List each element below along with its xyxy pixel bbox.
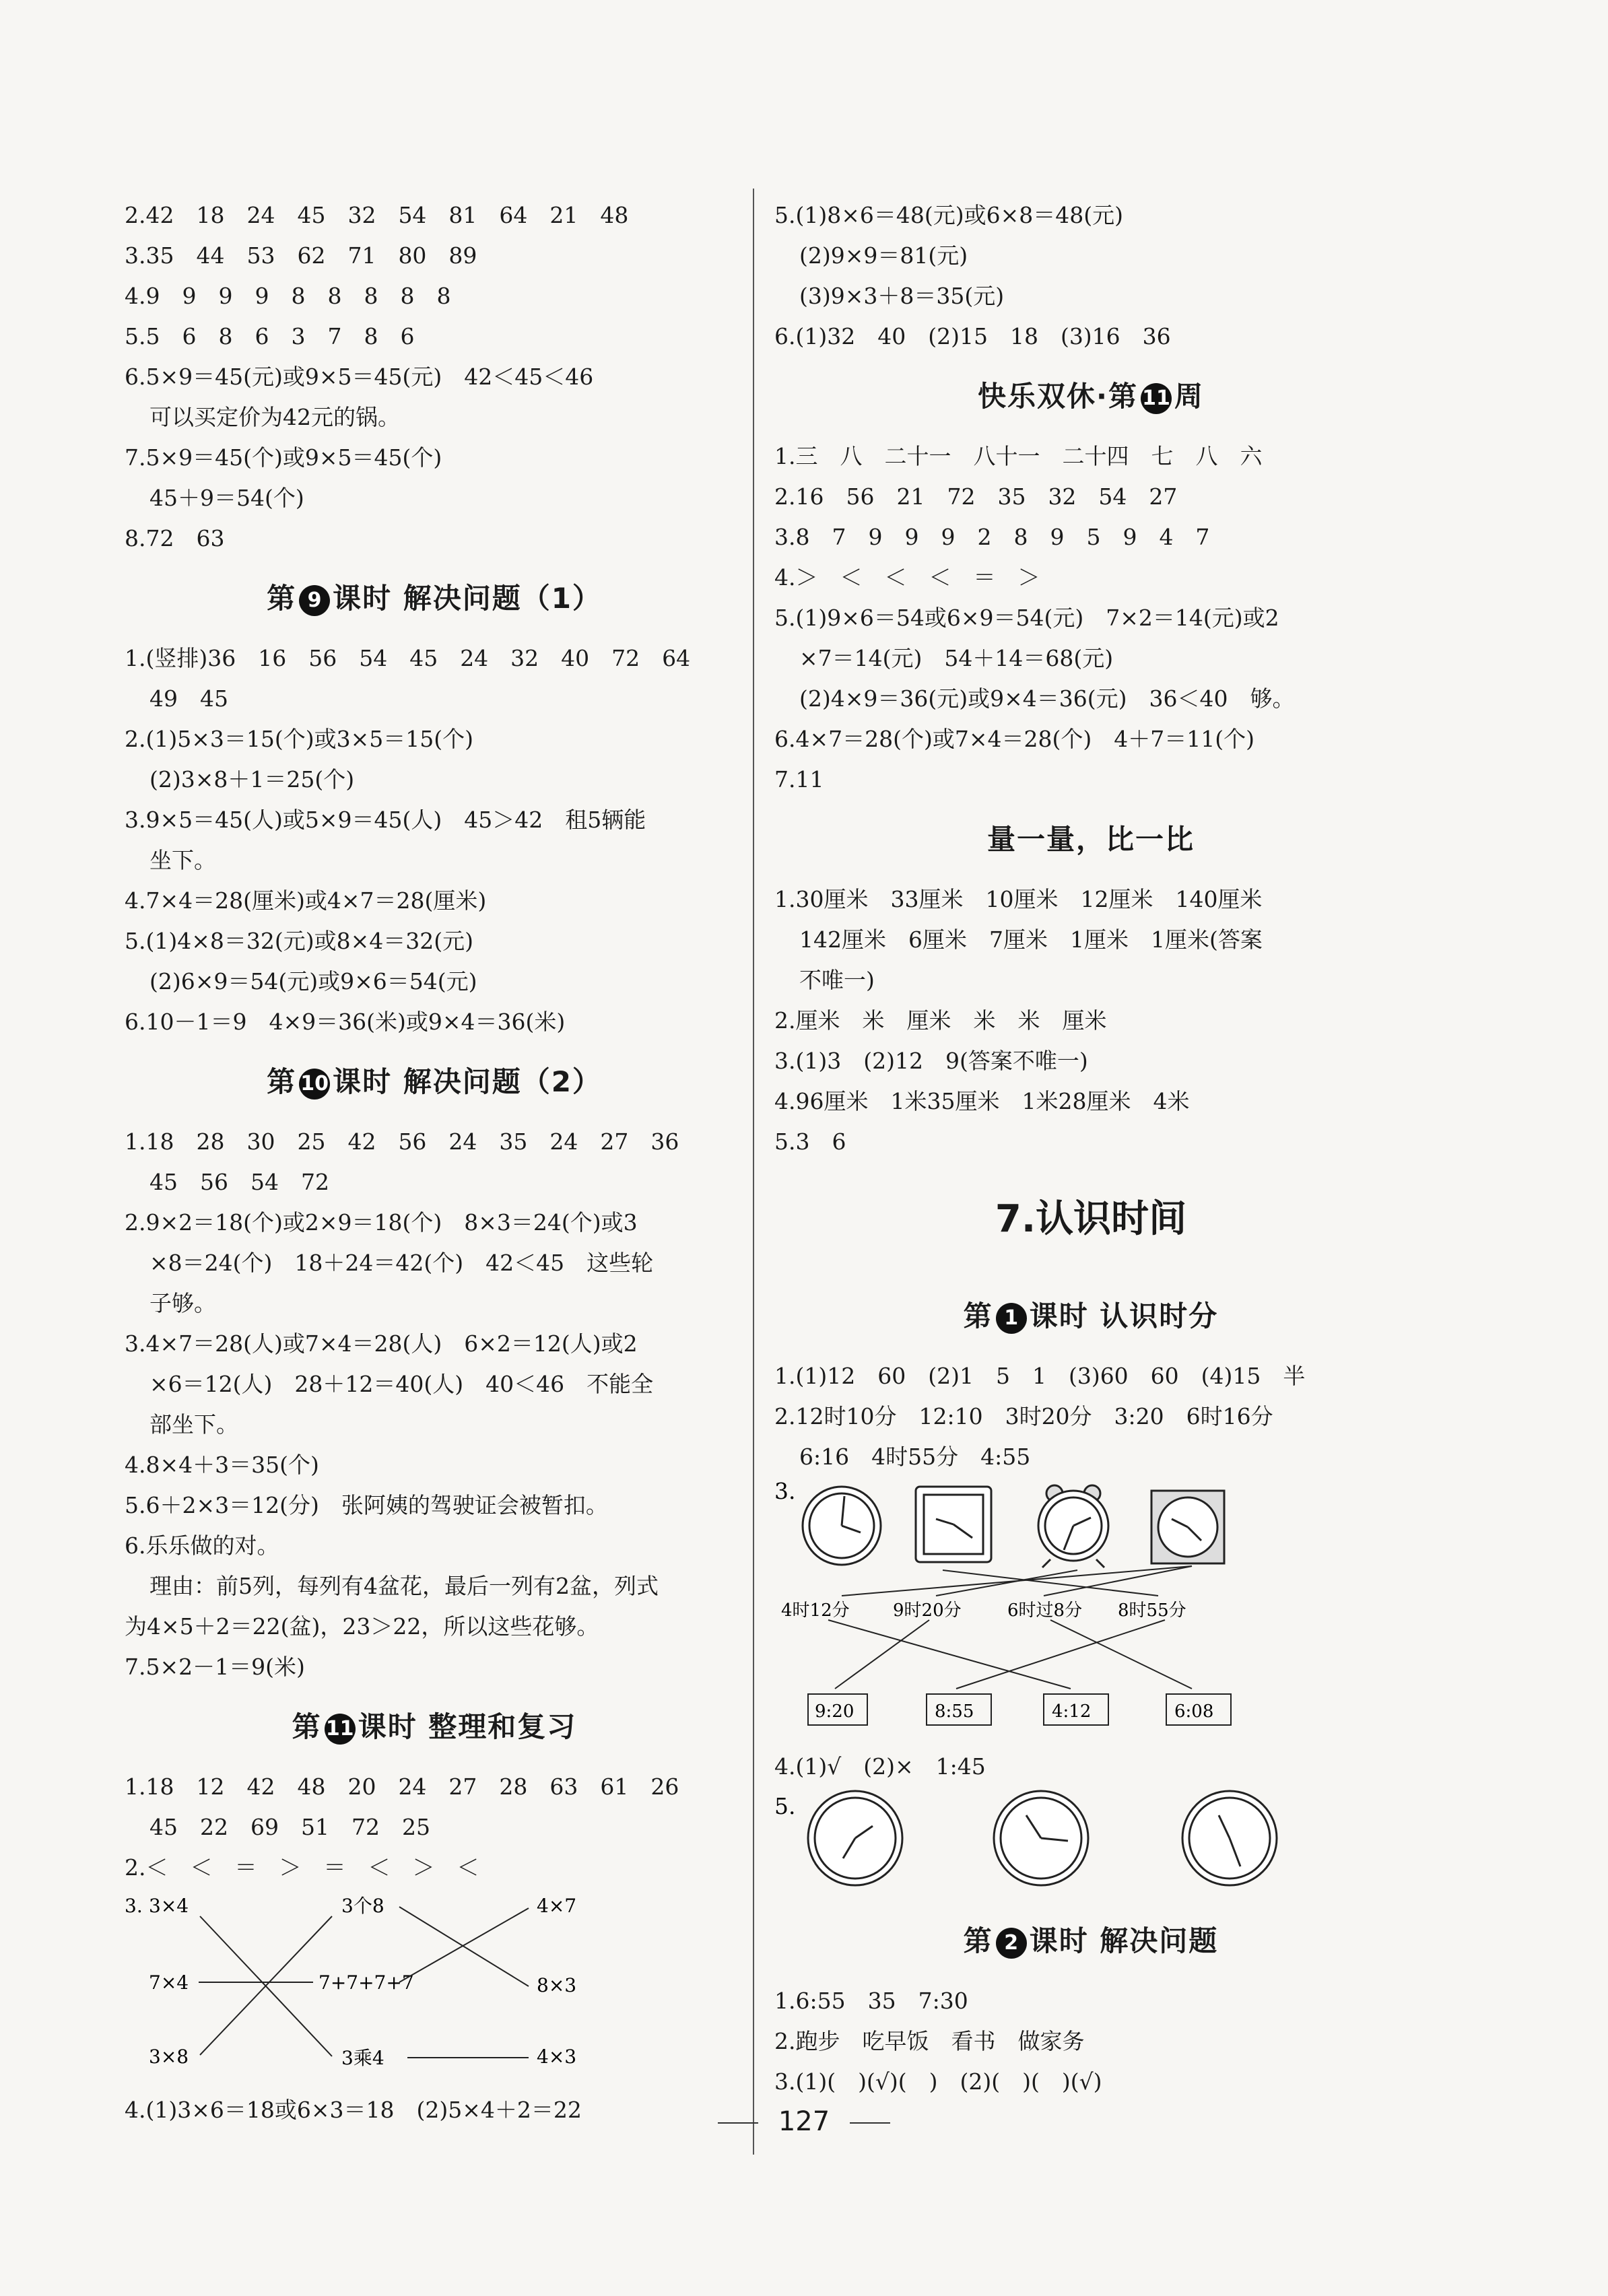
answer-block — [774, 1356, 1407, 1477]
analog-clock-icon — [803, 1487, 881, 1565]
section-heading: 量一量，比一比 — [986, 823, 1195, 856]
answer-line: 6:16 4时55分 4:55 — [799, 1444, 1031, 1470]
answer-line: 1.18 12 42 48 20 24 27 28 63 61 26 — [125, 1774, 679, 1800]
digital-time: 9:20 — [815, 1701, 855, 1722]
heading-prefix: 第 — [963, 1924, 993, 1957]
answer-block — [125, 1122, 744, 1687]
match-item: 3个8 — [341, 1895, 384, 1917]
answer-line: 部坐下。 — [149, 1411, 238, 1438]
digital-time: 6:08 — [1174, 1701, 1214, 1722]
answer-line: 4.9 9 9 9 8 8 8 8 8 — [125, 283, 451, 309]
answer-line: 为4×5＋2＝22(盆)，23＞22，所以这些花够。 — [125, 1613, 599, 1640]
lesson-number-badge: 10 — [299, 1069, 330, 1100]
answer-line: 4.(1)√ (2)× 1:45 — [774, 1753, 986, 1780]
match-item: 4×3 — [537, 2046, 577, 2068]
question-number: 3. — [125, 1895, 143, 1917]
answer-line: 不唯一) — [799, 967, 875, 993]
answer-line: ×7＝14(元) 54＋14＝68(元) — [799, 645, 1114, 671]
answer-line: 5.3 6 — [774, 1128, 846, 1155]
match-item: 7+7+7+7 — [319, 1971, 414, 1994]
column-divider — [753, 189, 754, 2155]
digital-time: 8:55 — [935, 1701, 974, 1722]
time-label: 8时55分 — [1118, 1600, 1186, 1621]
answer-line: 1.30厘米 33厘米 10厘米 12厘米 140厘米 — [774, 886, 1263, 912]
answer-line: 3.(1)3 (2)12 9(答案不唯一) — [774, 1048, 1088, 1074]
answer-line: 3.(1)( )(√)( ) (2)( )( )(√) — [774, 2068, 1102, 2095]
answer-line: 5.6＋2×3＝12(分) 张阿姨的驾驶证会被暂扣。 — [125, 1492, 608, 1518]
answer-line: 5.(1)9×6＝54或6×9＝54(元) 7×2＝14(元)或2 — [774, 605, 1279, 631]
answer-line: 4.8×4＋3＝35(个) — [125, 1452, 319, 1478]
section-heading — [125, 559, 744, 638]
answer-block — [774, 1747, 1407, 1787]
answer-line: 2.厘米 米 厘米 米 米 厘米 — [774, 1007, 1107, 1034]
week-number-badge: 11 — [1141, 383, 1172, 414]
answer-block — [774, 1981, 1407, 2102]
heading-prefix: 第 — [292, 1710, 322, 1743]
answer-line: 2.9×2＝18(个)或2×9＝18(个) 8×3＝24(个)或3 — [125, 1209, 638, 1236]
clock-matching-figure — [774, 1477, 1407, 1747]
heading-prefix: 第 — [267, 1065, 297, 1098]
match-item: 3×8 — [149, 2046, 189, 2068]
answer-line: 6.(1)32 40 (2)15 18 (3)16 36 — [774, 323, 1171, 349]
match-lines — [828, 1566, 1192, 1689]
section-heading — [774, 1277, 1407, 1356]
answer-line: 3.4×7＝28(人)或7×4＝28(人) 6×2＝12(人)或2 — [125, 1330, 638, 1357]
answer-line: 7.5×2－1＝9(米) — [125, 1654, 305, 1680]
answer-line: 子够。 — [149, 1290, 216, 1316]
question-number: 3. — [774, 1478, 796, 1504]
heading-title: 课时 整理和复习 — [358, 1710, 577, 1743]
page-footer — [0, 2106, 1608, 2137]
answer-line: 3.35 44 53 62 71 80 89 — [125, 242, 477, 269]
digital-time: 4:12 — [1052, 1701, 1092, 1722]
match-item: 3×4 — [149, 1895, 189, 1917]
answer-line: (2)6×9＝54(元)或9×6＝54(元) — [149, 968, 477, 994]
answer-line: 45 56 54 72 — [149, 1169, 329, 1195]
chapter-title: 7.认识时间 — [995, 1197, 1187, 1241]
heading-prefix: 第 — [267, 582, 297, 615]
answer-line: 3.9×5＝45(人)或5×9＝45(人) 45＞42 租5辆能 — [125, 807, 646, 833]
section-heading — [125, 1687, 744, 1767]
answer-block — [125, 195, 744, 559]
section-heading — [774, 1901, 1407, 1981]
answer-line: (2)3×8＋1＝25(个) — [149, 766, 355, 792]
alarm-clock-icon — [1038, 1485, 1108, 1567]
answer-block — [774, 879, 1407, 1162]
answer-line: 45＋9＝54(个) — [149, 485, 304, 511]
question-number: 5. — [774, 1793, 796, 1819]
answer-line: 4.(1)3×6＝18或6×3＝18 (2)5×4＋2＝22 — [125, 2097, 582, 2123]
page-number: 127 — [778, 2106, 830, 2137]
time-label: 6时过8分 — [1007, 1600, 1083, 1621]
answer-line: 4.7×4＝28(厘米)或4×7＝28(厘米) — [125, 887, 487, 914]
answer-line: 5.(1)4×8＝32(元)或8×4＝32(元) — [125, 928, 473, 954]
answer-line: 2.(1)5×3＝15(个)或3×5＝15(个) — [125, 726, 473, 752]
clock-drawing-figure — [774, 1787, 1407, 1901]
time-label: 9时20分 — [893, 1600, 962, 1621]
heading-title: 课时 解决问题 — [1029, 1924, 1219, 1957]
answer-block — [125, 638, 744, 1042]
analog-clock-icon — [994, 1791, 1088, 1885]
answer-line: (2)9×9＝81(元) — [799, 242, 968, 269]
heading-prefix: 快乐双休·第 — [978, 380, 1138, 413]
answer-line: 49 45 — [149, 685, 228, 712]
answer-line: 2.12时10分 12:10 3时20分 3:20 6时16分 — [774, 1403, 1273, 1429]
ornate-clock-icon — [1151, 1491, 1224, 1563]
answer-line: 5.5 6 8 6 3 7 8 6 — [125, 323, 415, 349]
answer-line: 1.18 28 30 25 42 56 24 35 24 27 36 — [125, 1128, 679, 1155]
section-heading — [774, 357, 1407, 436]
footer-dash — [718, 2122, 758, 2124]
match-item: 4×7 — [537, 1895, 577, 1917]
answer-line: 2.＜ ＜ ＝ ＞ ＝ ＜ ＞ ＜ — [125, 1854, 479, 1881]
lesson-number-badge: 2 — [996, 1928, 1027, 1959]
heading-title: 课时 解决问题（1） — [333, 582, 602, 615]
answer-line: 1.三 八 二十一 八十一 二十四 七 八 六 — [774, 443, 1263, 469]
time-label: 4时12分 — [781, 1600, 850, 1621]
answer-line: 4.96厘米 1米35厘米 1米28厘米 4米 — [774, 1088, 1190, 1114]
heading-title: 周 — [1174, 380, 1204, 413]
heading-prefix: 第 — [963, 1299, 993, 1332]
answer-block — [774, 436, 1407, 800]
digital-time-box — [808, 1694, 1231, 1725]
answer-line: 7.11 — [774, 766, 824, 792]
answer-line: 1.(1)12 60 (2)1 5 1 (3)60 60 (4)15 半 — [774, 1363, 1306, 1389]
answer-line: 可以买定价为42元的锅。 — [149, 404, 400, 430]
answer-line: 2.跑步 吃早饭 看书 做家务 — [774, 2028, 1085, 2054]
heading-title: 课时 认识时分 — [1029, 1299, 1219, 1332]
answer-line: ×8＝24(个) 18＋24＝42(个) 42＜45 这些轮 — [149, 1250, 654, 1276]
answer-line: 6.5×9＝45(元)或9×5＝45(元) 42＜45＜46 — [125, 364, 594, 390]
match-item: 3乘4 — [341, 2047, 384, 2069]
answer-line: 理由：前5列，每列有4盆花，最后一列有2盆，列式 — [149, 1573, 659, 1599]
answer-line: 坐下。 — [149, 847, 216, 873]
match-item: 8×3 — [537, 1974, 577, 1996]
matching-figure — [125, 1888, 744, 2090]
footer-dash — [850, 2122, 890, 2124]
answer-line: ×6＝12(人) 28＋12＝40(人) 40＜46 不能全 — [149, 1371, 654, 1397]
answer-line: 6.乐乐做的对。 — [125, 1532, 279, 1559]
answer-line: 2.42 18 24 45 32 54 81 64 21 48 — [125, 202, 629, 228]
answer-line: 2.16 56 21 72 35 32 54 27 — [774, 483, 1178, 510]
answer-line: 5.(1)8×6＝48(元)或6×8＝48(元) — [774, 202, 1123, 228]
answer-block — [125, 1767, 744, 1888]
answer-line: 8.72 63 — [125, 525, 225, 551]
answer-line: 142厘米 6厘米 7厘米 1厘米 1厘米(答案 — [799, 926, 1263, 953]
left-column — [125, 195, 744, 2130]
answer-line: (2)4×9＝36(元)或9×4＝36(元) 36＜40 够。 — [799, 685, 1295, 712]
answer-line: 3.8 7 9 9 9 2 8 9 5 9 4 7 — [774, 524, 1210, 550]
lesson-number-badge: 1 — [996, 1303, 1027, 1334]
lesson-number-badge: 9 — [299, 585, 330, 616]
right-column — [774, 195, 1407, 2102]
answer-line: 1.6:55 35 7:30 — [774, 1988, 968, 2014]
answer-line: 6.4×7＝28(个)或7×4＝28(个) 4＋7＝11(个) — [774, 726, 1254, 752]
answer-line: 6.10－1＝9 4×9＝36(米)或9×4＝36(米) — [125, 1009, 566, 1035]
answer-line: 1.(竖排)36 16 56 54 45 24 32 40 72 64 — [125, 645, 691, 671]
answer-line: 45 22 69 51 72 25 — [149, 1814, 430, 1840]
section-heading — [125, 1042, 744, 1122]
match-item: 7×4 — [149, 1971, 189, 1994]
square-clock-icon — [916, 1487, 991, 1562]
heading-title: 课时 解决问题（2） — [333, 1065, 602, 1098]
answer-line: (3)9×3＋8＝35(元) — [799, 283, 1005, 309]
analog-clock-icon — [1182, 1791, 1277, 1885]
answer-line: 7.5×9＝45(个)或9×5＝45(个) — [125, 444, 442, 471]
analog-clock-icon — [808, 1791, 902, 1885]
answer-block — [774, 195, 1407, 357]
lesson-number-badge: 11 — [325, 1714, 356, 1745]
answer-line: 4.＞ ＜ ＜ ＜ ＝ ＞ — [774, 564, 1040, 590]
